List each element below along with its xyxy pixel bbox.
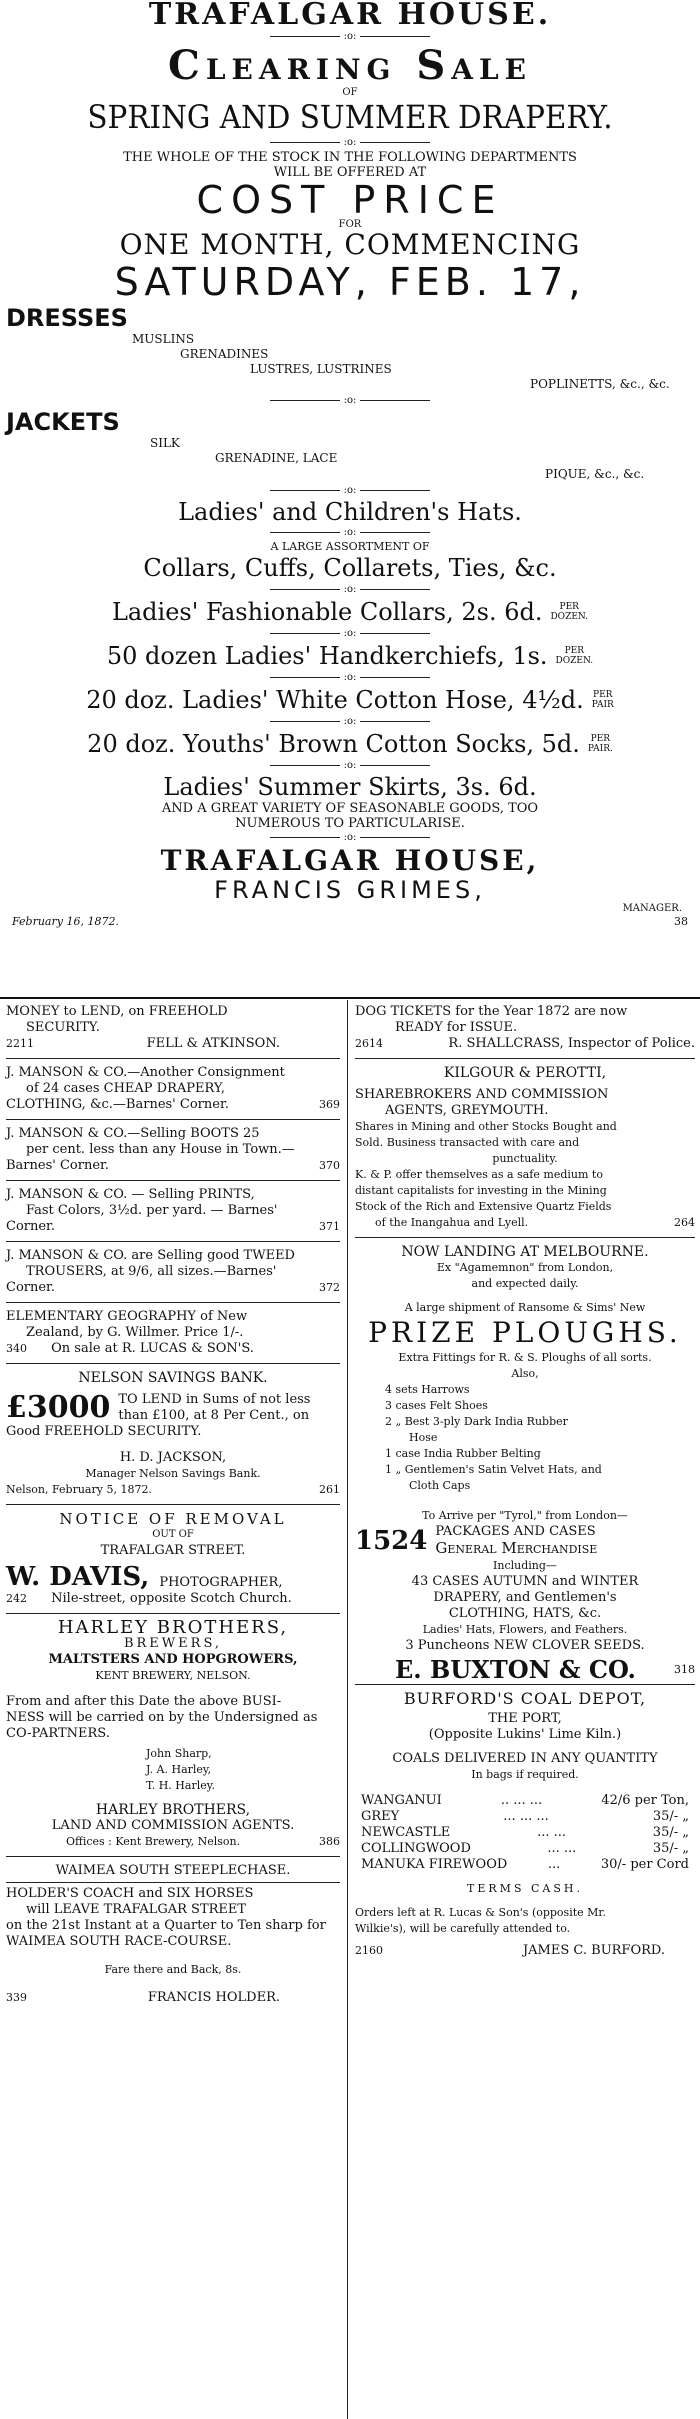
- price-row: COLLINGWOOD ... ... 35/- „: [361, 1841, 689, 1856]
- removal-notice: NOTICE OF REMOVAL OUT OF TRAFALGAR STREET. W. DAVIS, PHOTOGRAPHER, 242 Nile-street, opposite Scotch Church.: [6, 1510, 292, 1606]
- savings-bank-ad: NELSON SAVINGS BANK. £3000 TO LEND in Sums of not less than £100, at 8 Per Cent., on Good FREEHOLD SECURITY. H. D. JACKSON, Manager Nelson Savings Bank. Nelson, February 5, 1872. 261: [6, 1370, 340, 1496]
- date: February 16, 1872.: [12, 915, 119, 928]
- geography-ad: ELEMENTARY GEOGRAPHY of New Zealand, by G. Willmer. Price 1/-. 340 On sale at R. LUCAS & SON'S.: [6, 1309, 254, 1356]
- grimes: FRANCIS GRIMES,: [214, 876, 486, 904]
- cost-price: COST PRICE: [196, 178, 504, 222]
- manson-ad: J. MANSON & CO.—Another Consignment of 24 cases CHEAP DRAPERY, CLOTHING, &c.—Barnes' Corner. 369: [6, 1065, 340, 1112]
- melbourne-ad: NOW LANDING AT MELBOURNE. Ex "Agamemnon" from London, and expected daily. A large shipment of Ransome & Sims' New PRIZE PLOUGHS. Extra Fittings for R. & S. Ploughs of all sorts. Also, 4 sets Harrows 3 cases Felt Shoes 2 „ Best 3-ply Dark India Rubber Hose 1 case India Rubber Belting 1 „ Gentlemen's Satin Velvet Hats, and Cloth Caps To Arrive per "Tyrol," from London— 1524 PACKAGES AND CASES General Merchandise Including— 43 CASES AUTUMN and WINTER DRAPERY, and Gentlemen's CLOTHING, HATS, &c. Ladies' Hats, Flowers, and Feathers. 3 Puncheons NEW CLOVER SEEDS. E. BUXTON & CO. 318: [355, 1244, 695, 1684]
- money-ad: MONEY to LEND, on FREEHOLD SECURITY. 2211 FELL & ATKINSON.: [6, 1004, 280, 1051]
- manson-ad: J. MANSON & CO. — Selling PRINTS, Fast Colors, 3½d. per yard. — Barnes' Corner. 371: [6, 1187, 340, 1234]
- price-line: Ladies' Fashionable Collars, 2s. 6d. PER DOZEN.: [111, 598, 589, 626]
- jackets: JACKETS: [6, 408, 120, 436]
- dresses: DRESSES: [6, 304, 128, 332]
- buxton-firm: E. BUXTON & CO.: [395, 1655, 636, 1684]
- manson-ad: J. MANSON & CO.—Selling BOOTS 25 per cent. less than any House in Town.— Barnes' Corner. 370: [6, 1126, 340, 1173]
- harley-ad: HARLEY BROTHERS, BREWERS, MALTSTERS AND HOPGROWERS, KENT BREWERY, NELSON. From and after this Date the above BUSI- NESS will be carried on by the Undersigned as CO-PARTNERS. John Sharp, J. A. Harley, T. H. Harley. HARLEY BROTHERS, LAND AND COMMISSION AGENTS. Offices : Kent Brewery, Nelson. 386: [6, 1617, 340, 1848]
- amount: £3000: [6, 1390, 111, 1425]
- price-line: 20 doz. Ladies' White Cotton Hose, 4½d. PER PAIR: [86, 686, 614, 714]
- spring-summer: SPRING AND SUMMER DRAPERY.: [87, 98, 613, 136]
- waimea-ad: WAIMEA SOUTH STEEPLECHASE. HOLDER'S COACH and SIX HORSES will LEAVE TRAFALGAR STREET on the 21st Instant at a Quarter to Ten sharp for WAIMEA SOUTH RACE-COURSE. Fare there and Back, 8s. 339 FRANCIS HOLDER.: [6, 1863, 340, 2006]
- price-row: WANGANUI .. ... ... 42/6 per Ton,: [361, 1793, 689, 1808]
- house-title: TRAFALGAR HOUSE.: [148, 0, 552, 32]
- skirts-line: Ladies' Summer Skirts, 3s. 6d.: [163, 773, 537, 801]
- collars-line: Collars, Cuffs, Collarets, Ties, &c.: [143, 554, 557, 582]
- dog-tickets-ad: DOG TICKETS for the Year 1872 are now READY for ISSUE. 2614 R. SHALLCRASS, Inspector of Police.: [355, 1004, 695, 1051]
- price-row: NEWCASTLE ... ... 35/- „: [361, 1825, 689, 1840]
- price-line: 20 doz. Youths' Brown Cotton Socks, 5d. PER PAIR.: [87, 730, 613, 758]
- saturday: SATURDAY, FEB. 17,: [114, 260, 586, 304]
- trafalgar-advert: TRAFALGAR HOUSE. :o: Clearing Sale OF SPRING AND SUMMER DRAPERY. :o: THE WHOLE OF THE STOCK IN THE FOLLOWING DEPARTMENTS WILL BE OFFERED AT COST PRICE FOR ONE MONTH, COMMENCING SATURDAY, FEB. 17, DRESSES MUSLINS GRENADINES LUSTRES, LUSTRINES POPLINETTS, &c., &c. :o: JACKETS SILK GRENADINE, LACE PIQUE, &c., &c. :o: Ladies' and Children's Hats. :o: A LARGE ASSORTMENT OF Collars, Cuffs, Collarets, Ties, &c. :o: Ladies' Fashionable Collars, 2s. 6d. PER DOZEN. :o: 50 dozen Ladies' Handkerchiefs, 1s. PER DOZEN. :o: 20 doz. Ladies' White Cotton Hose, 4½d. PER PAIR :o: 20 doz. Youths' Brown Cotton Socks, 5d. PER PAIR. :o: Ladies' Summer Skirts, 3s. 6d. AND A GREAT VARIETY OF SEASONABLE GOODS, TOO NUMEROUS TO PARTICULARISE. :o: TRAFALGAR HOUSE, FRANCIS GRIMES, MANAGER. February 16, 1872. 38: [0, 0, 700, 929]
- manson-ad: J. MANSON & CO. are Selling good TWEED TROUSERS, at 9/6, all sizes.—Barnes' Corner. 372: [6, 1248, 340, 1295]
- right-column: [355, 1000, 695, 1959]
- burford-ad: BURFORD'S COAL DEPOT, THE PORT, (Opposite Lukins' Lime Kiln.) COALS DELIVERED IN ANY QUANTITY In bags if required. WANGANUI .. ... ... 42/6 per Ton, GREY ... ... ... 35/- „ NEWCASTLE ... ... 35/- „ COLLINGWOOD ... ... 35/- „ MANUKA FIREWOOD ... 30/- per Cord TERMS CASH. Orders left at R. Lucas & Son's (opposite Mr. Wilkie's), will be carefully attended to. 2160 JAMES C. BURFORD.: [355, 1689, 689, 1958]
- price-row: GREY ... ... ... 35/- „: [361, 1809, 689, 1824]
- price-line: 50 dozen Ladies' Handkerchiefs, 1s. PER DOZEN.: [106, 642, 594, 670]
- left-column: [0, 1000, 340, 2006]
- prize-ploughs: PRIZE PLOUGHS.: [368, 1316, 682, 1349]
- kilgour-ad: KILGOUR & PEROTTI, SHAREBROKERS AND COMMISSION AGENTS, GREYMOUTH. Shares in Mining and other Stocks Bought and Sold. Business transacted with care and punctuality. K. & P. offer themselves as a safe medium to distant capitalists for investing in the Mining Stock of the Rich and Extensive Quartz Fields of the Inangahua and Lyell. 264: [355, 1065, 695, 1229]
- davis-name: W. DAVIS,: [6, 1562, 150, 1592]
- hats-line: Ladies' and Children's Hats.: [178, 498, 522, 526]
- clearing-sale: Clearing Sale: [167, 42, 533, 89]
- house-title-2: TRAFALGAR HOUSE,: [160, 844, 540, 877]
- price-row: MANUKA FIREWOOD ... 30/- per Cord: [361, 1857, 689, 1872]
